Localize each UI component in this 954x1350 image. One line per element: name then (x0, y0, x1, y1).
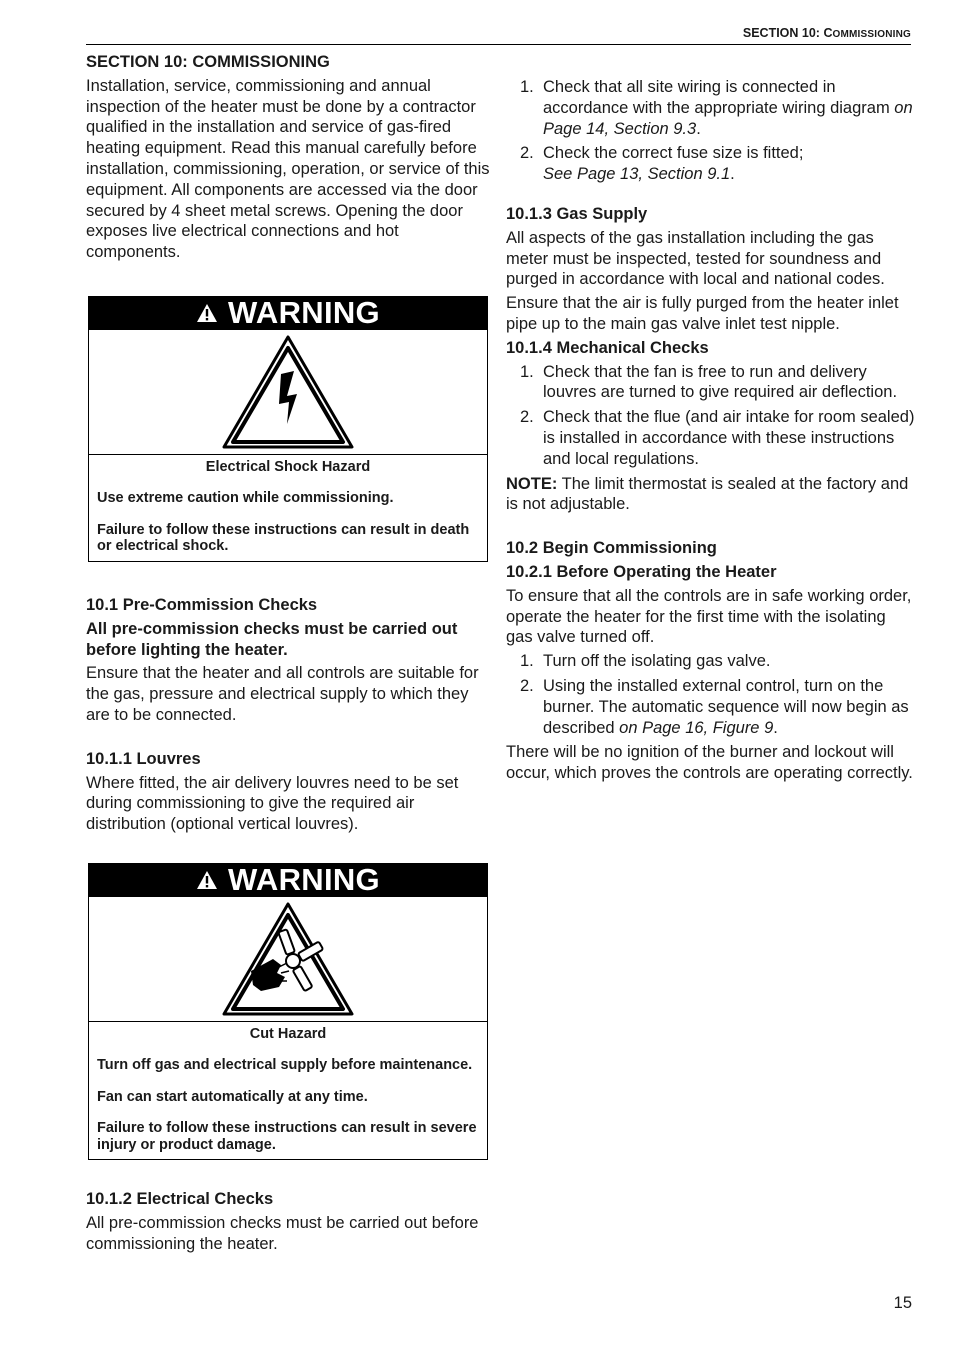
list-text: Turn off the isolating gas valve. (543, 652, 771, 671)
header-smallcaps: OMMISSIONING (832, 29, 911, 40)
list-item (506, 407, 916, 469)
pre-commission-bold-text: All pre-commission checks must be carried out before lighting the heater. (86, 619, 458, 659)
warning-line: Fan can start automatically at any time. (97, 1088, 368, 1105)
page-number: 15 (893, 1294, 912, 1312)
warning-line: Turn off gas and electrical supply before maintenance. (97, 1057, 473, 1074)
list-text: Check that all site wiring is connected in accordance with the appropriate wiring diagram (543, 78, 895, 117)
warning-text (89, 1022, 487, 1160)
warning-header (89, 297, 487, 330)
cross-reference: on Page 14, Section 9.3 (543, 98, 913, 138)
mechanical-checks-heading: 10.1.4 Mechanical Checks (506, 338, 709, 357)
intro-paragraph: Installation, service, commissioning and annual inspection of the heater must be done by a contractor qualified in the installation and service of gas-fired heating equipment. Read this manual carefully before installation, commissioning, operation, or service of this equipment. All components are accessed via the door secured by 4 sheet metal screws. Opening the door exposes live electrical connections and hot components. (86, 76, 490, 262)
gas-supply-text-1: All aspects of the gas installation including the gas meter must be inspected, tested for soundness and purged in accordance with local and national codes. (506, 228, 885, 289)
running-header (86, 24, 911, 45)
list-item (506, 362, 916, 404)
list-item (506, 77, 916, 139)
warning-pictogram (89, 330, 487, 455)
list-number: 1. (520, 362, 534, 381)
before-operating-list (506, 651, 916, 738)
warning-box-electrical (88, 296, 488, 562)
gas-supply-text-2: Ensure that the air is fully purged from the heater inlet pipe up to the main gas valve inlet test nipple. (506, 294, 899, 333)
list-number: 2. (520, 144, 534, 163)
punctuation: . (730, 165, 735, 184)
cross-reference: on Page 16, Figure 9 (619, 718, 774, 737)
fan-cut-hazard-icon (221, 901, 355, 1017)
warning-pictogram (89, 897, 487, 1022)
warning-line: Use extreme caution while commissioning. (97, 490, 394, 507)
alert-triangle-icon (196, 303, 218, 323)
pre-commission-text: Ensure that the heater and all controls are suitable for the gas, pressure and electrical supply to which they are to be connected. (86, 664, 479, 724)
left-column (86, 52, 490, 1255)
list-number: 1. (520, 652, 534, 671)
louvres-heading: 10.1.1 Louvres (86, 749, 201, 768)
warning-label: WARNING (228, 862, 380, 898)
list-item (506, 651, 916, 672)
louvres-text: Where fitted, the air delivery louvres need to be set during commissioning to give the required air distribution (optional vertical louvres). (86, 773, 459, 834)
list-item (506, 676, 916, 738)
cross-reference: See Page 13, Section 9.1 (543, 165, 731, 184)
begin-commissioning-heading: 10.2 Begin Commissioning (506, 539, 717, 558)
warning-line: Failure to follow these instructions can result in death or electrical shock. (97, 521, 470, 555)
note-label: NOTE: (506, 474, 558, 493)
alert-triangle-icon (196, 870, 218, 890)
warning-header (89, 864, 487, 897)
list-text: Check the correct fuse size is fitted; (543, 144, 804, 163)
list-number: 1. (520, 78, 534, 96)
before-operating-text: To ensure that all the controls are in safe working order, operate the heater for the first time with the isolating gas valve turned off. (506, 586, 912, 647)
list-text: Using the installed external control, turn on the burner. The automatic sequence will now begin as described (543, 676, 909, 737)
header-prefix: SECTION 10: C (742, 26, 833, 40)
list-item (506, 143, 916, 185)
gas-supply-heading: 10.1.3 Gas Supply (506, 204, 648, 223)
list-text: Check that the flue (and air intake for room sealed) is installed in accordance with these instructions and local regulations. (543, 408, 915, 468)
note-text: The limit thermostat is sealed at the factory and is not adjustable. (506, 474, 909, 514)
warning-text (89, 455, 487, 561)
electrical-shock-icon (221, 334, 355, 450)
mechanical-checks-list (506, 362, 916, 470)
warning-line: Failure to follow these instructions can result in severe injury or product damage. (97, 1120, 477, 1153)
list-number: 2. (520, 676, 534, 695)
warning-hazard-title: Cut Hazard (249, 1025, 327, 1042)
list-text: Check that the fan is free to run and delivery louvres are turned to give required air deflection. (543, 362, 898, 402)
right-column (506, 77, 916, 784)
punctuation: . (773, 718, 778, 737)
electrical-checks-heading: 10.1.2 Electrical Checks (86, 1190, 274, 1209)
electrical-checks-text: All pre-commission checks must be carried out before commissioning the heater. (86, 1214, 479, 1254)
note-paragraph (506, 474, 916, 516)
warning-box-cut (88, 863, 488, 1161)
warning-hazard-title: Electrical Shock Hazard (205, 458, 371, 475)
before-operating-heading: 10.2.1 Before Operating the Heater (506, 562, 777, 581)
list-number: 2. (520, 408, 534, 427)
warning-label: WARNING (228, 295, 380, 331)
electrical-checks-list (506, 77, 916, 185)
punctuation: . (696, 119, 701, 138)
section-title: SECTION 10: COMMISSIONING (86, 53, 330, 71)
after-text: There will be no ignition of the burner and lockout will occur, which proves the controls are operating correctly. (506, 743, 913, 783)
pre-commission-heading: 10.1 Pre-Commission Checks (86, 595, 318, 614)
